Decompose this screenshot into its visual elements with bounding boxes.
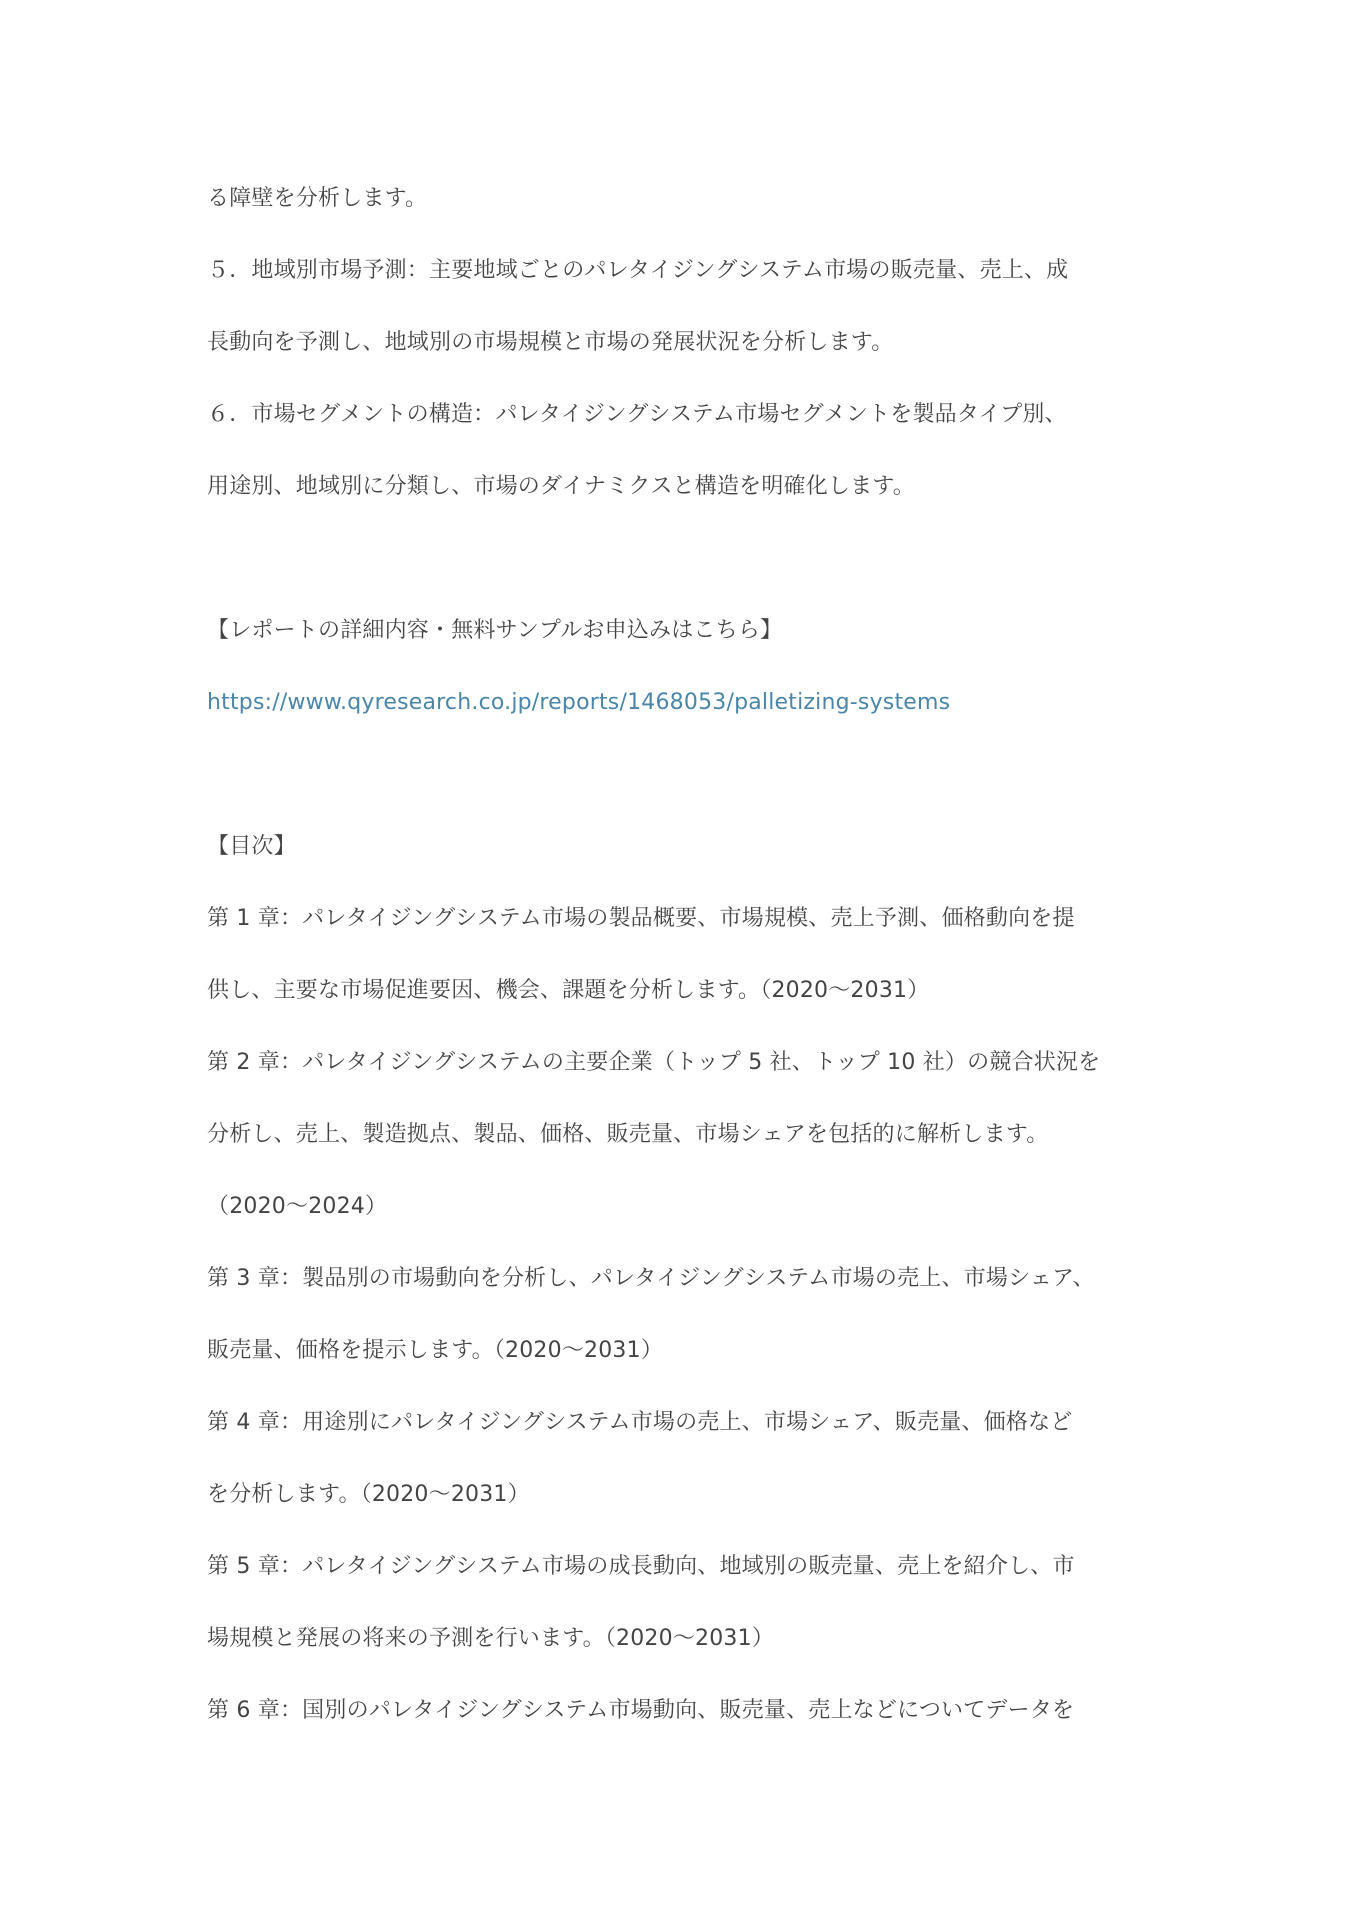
toc-line: 第 1 章：パレタイジングシステム市場の製品概要、市場規模、売上予測、価格動向を提 — [207, 906, 1075, 931]
body-line: 長動向を予測し、地域別の市場規模と市場の発展状況を分析します。 — [207, 330, 894, 355]
toc-line: 第 6 章：国別のパレタイジングシステム市場動向、販売量、売上などについてデータを — [207, 1698, 1075, 1723]
toc-heading: 【目次】 — [207, 834, 296, 859]
toc-line: 第 2 章：パレタイジングシステムの主要企業（トップ 5 社、トップ 10 社）の競合状況を — [207, 1050, 1101, 1075]
toc-line: 場規模と発展の将来の予測を行います。（2020～2031） — [207, 1626, 775, 1651]
toc-line: 分析し、売上、製造拠点、製品、価格、販売量、市場シェアを包括的に解析します。 — [207, 1122, 1049, 1147]
body-line: ６．市場セグメントの構造：パレタイジングシステム市場セグメントを製品タイプ別、 — [207, 402, 1067, 427]
toc-line: 販売量、価格を提示します。（2020～2031） — [207, 1338, 664, 1363]
body-line: る障壁を分析します。 — [207, 186, 428, 211]
toc-line: （2020～2024） — [207, 1194, 388, 1219]
toc-line: を分析します。（2020～2031） — [207, 1482, 530, 1507]
toc-line: 第 3 章：製品別の市場動向を分析し、パレタイジングシステム市場の売上、市場シェア、 — [207, 1266, 1095, 1291]
report-heading: 【レポートの詳細内容・無料サンプルお申込みはこちら】 — [207, 618, 783, 643]
body-line: ５．地域別市場予測：主要地域ごとのパレタイジングシステム市場の販売量、売上、成 — [207, 258, 1069, 283]
toc-line: 供し、主要な市場促進要因、機会、課題を分析します。（2020～2031） — [207, 978, 930, 1003]
toc-line: 第 4 章：用途別にパレタイジングシステム市場の売上、市場シェア、販売量、価格など — [207, 1410, 1073, 1435]
toc-line: 第 5 章：パレタイジングシステム市場の成長動向、地域別の販売量、売上を紹介し、市 — [207, 1554, 1075, 1579]
report-link[interactable]: https://www.qyresearch.co.jp/reports/1468053/palletizing-systems — [207, 690, 951, 715]
body-line: 用途別、地域別に分類し、市場のダイナミクスと構造を明確化します。 — [207, 474, 915, 499]
